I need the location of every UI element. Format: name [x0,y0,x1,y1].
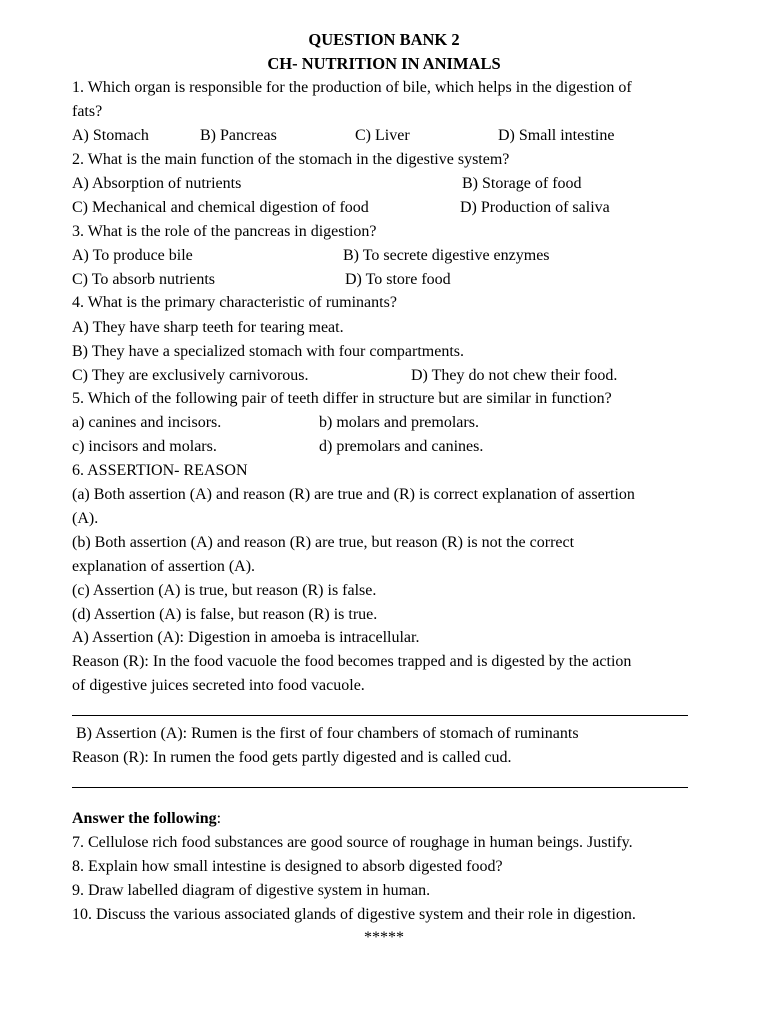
q3-text: 3. What is the role of the pancreas in digestion? [72,223,377,240]
answer-heading-text: Answer the following [72,810,217,827]
q4-option-b: B) They have a specialized stomach with four compartments. [72,343,465,360]
q6-key-a-line2: (A). [72,510,99,527]
answer-heading-colon: : [216,810,222,827]
q6-key-b-line1: (b) Both assertion (A) and reason (R) are true, but reason (R) is not the correct [72,534,575,551]
q3-option-a: A) To produce bile [72,247,193,264]
q3-option-b: B) To secrete digestive enzymes [343,247,550,264]
q1-option-d: D) Small intestine [498,127,615,144]
q4-option-a: A) They have sharp teeth for tearing meat. [72,319,344,336]
q2-option-b: B) Storage of food [462,175,582,192]
page-title: QUESTION BANK 2 [308,30,460,49]
q5-option-c: c) incisors and molars. [72,438,217,455]
q6-a-reason-line2: of digestive juices secreted into food vacuole. [72,677,365,694]
q6-a-assertion: A) Assertion (A): Digestion in amoeba is intracellular. [72,629,420,646]
q4-text: 4. What is the primary characteristic of ruminants? [72,294,397,311]
q1-option-c: C) Liver [355,127,410,144]
q7-text: 7. Cellulose rich food substances are good source of roughage in human beings. Justify. [72,834,633,851]
q6-heading: 6. ASSERTION- REASON [72,462,248,479]
q4-option-c: C) They are exclusively carnivorous. [72,367,309,384]
q1-text-line2: fats? [72,103,103,120]
q6-b-assertion: B) Assertion (A): Rumen is the first of four chambers of stomach of ruminants [72,725,579,742]
q1-text-line1: 1. Which organ is responsible for the production of bile, which helps in the digestion of [72,79,632,96]
q6-key-c: (c) Assertion (A) is true, but reason (R) is false. [72,582,377,599]
q5-option-d: d) premolars and canines. [319,438,484,455]
chapter-title: CH- NUTRITION IN ANIMALS [267,54,501,73]
q5-option-b: b) molars and premolars. [319,414,479,431]
q6-a-reason-line1: Reason (R): In the food vacuole the food becomes trapped and is digested by the action [72,653,632,670]
q6-b-reason: Reason (R): In rumen the food gets partly digested and is called cud. [72,749,512,766]
q4-option-d: D) They do not chew their food. [411,367,618,384]
end-mark: ***** [364,929,404,946]
q5-text: 5. Which of the following pair of teeth differ in structure but are similar in function? [72,390,612,407]
q6-key-d: (d) Assertion (A) is false, but reason (R) is true. [72,606,378,623]
q2-option-d: D) Production of saliva [460,199,610,216]
q2-option-a: A) Absorption of nutrients [72,175,242,192]
q3-option-c: C) To absorb nutrients [72,271,216,288]
q8-text: 8. Explain how small intestine is designed to absorb digested food? [72,858,503,875]
q10-text: 10. Discuss the various associated glands of digestive system and their role in digestion. [72,906,636,923]
answer-section-heading [72,809,221,829]
q3-option-d: D) To store food [345,271,451,288]
q2-text: 2. What is the main function of the stomach in the digestive system? [72,151,510,168]
q9-text: 9. Draw labelled diagram of digestive system in human. [72,882,431,899]
q6-key-b-line2: explanation of assertion (A). [72,558,256,575]
q1-option-a: A) Stomach [72,127,149,144]
divider-line [72,715,688,716]
q1-option-b: B) Pancreas [200,127,277,144]
q5-option-a: a) canines and incisors. [72,414,222,431]
divider-line [72,787,688,788]
q6-key-a-line1: (a) Both assertion (A) and reason (R) are true and (R) is correct explanation of assertion [72,486,635,503]
q2-option-c: C) Mechanical and chemical digestion of food [72,199,369,216]
